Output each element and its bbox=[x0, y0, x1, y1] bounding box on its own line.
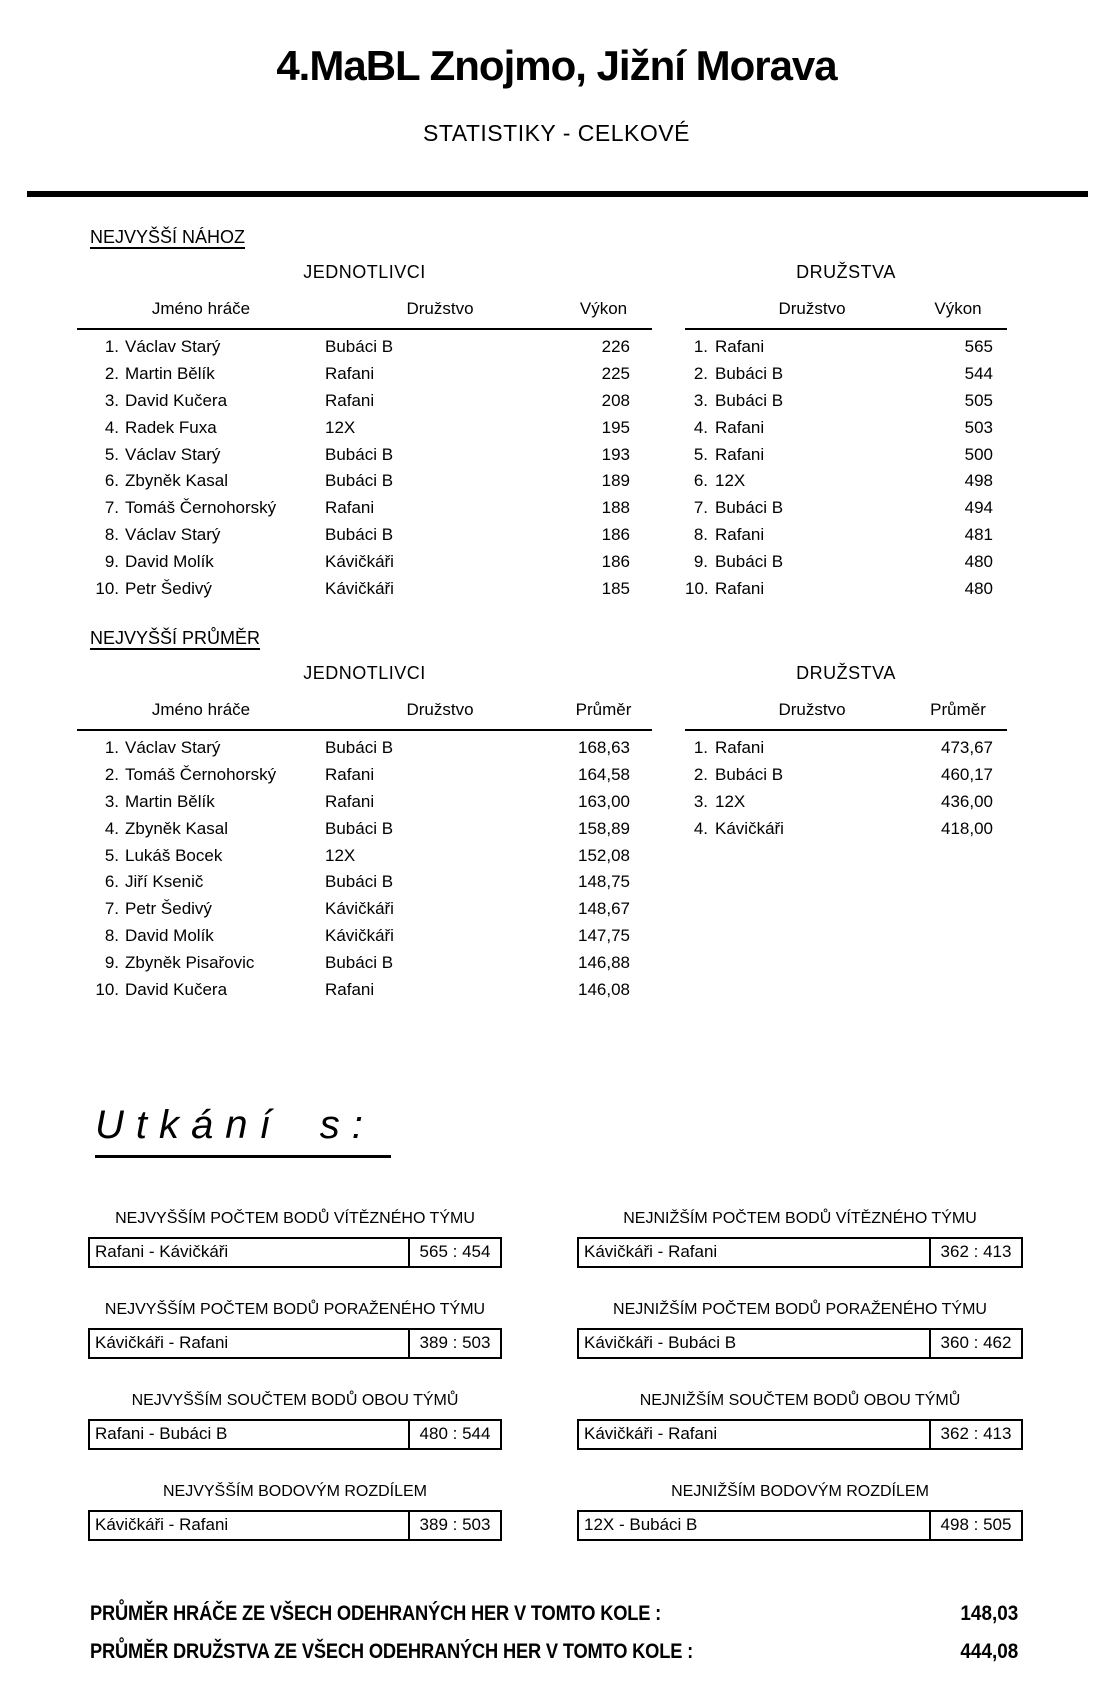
table-row bbox=[77, 789, 652, 816]
table-row bbox=[685, 735, 1007, 762]
table-header bbox=[77, 700, 652, 731]
table-body bbox=[77, 330, 652, 602]
cell-value: 146,88 bbox=[578, 952, 630, 972]
cell-rank: 1. bbox=[693, 738, 708, 758]
match-score: 498 : 505 bbox=[929, 1512, 1021, 1539]
cell-team: Kávičkáři bbox=[325, 899, 394, 919]
cell-value: 460,17 bbox=[941, 765, 993, 785]
teams-table bbox=[685, 663, 1007, 842]
match-teams: Rafani - Kávičkáři bbox=[95, 1242, 229, 1262]
cell-name: Petr Šedivý bbox=[125, 899, 212, 919]
cell-rank: 9. bbox=[104, 551, 119, 571]
cell-name: Václav Starý bbox=[125, 524, 221, 544]
cell-team: Bubáci B bbox=[325, 337, 394, 357]
cell-team: Bubáci B bbox=[325, 872, 394, 892]
cell-team: 12X bbox=[715, 471, 746, 491]
cell-rank: 10. bbox=[95, 578, 119, 598]
cell-team: 12X bbox=[715, 791, 746, 811]
cell-name: Zbyněk Kasal bbox=[125, 818, 228, 838]
cell-value: 503 bbox=[964, 417, 993, 437]
cell-value: 163,00 bbox=[578, 791, 630, 811]
match-stat-block bbox=[88, 1392, 502, 1450]
table-body bbox=[77, 731, 652, 1003]
match-result-box bbox=[88, 1237, 502, 1268]
column-header-name: Jméno hráče bbox=[151, 699, 251, 719]
cell-rank: 7. bbox=[693, 498, 708, 518]
table-row bbox=[77, 414, 652, 441]
table-row bbox=[77, 334, 652, 361]
table-header bbox=[685, 299, 1007, 330]
cell-rank: 2. bbox=[693, 765, 708, 785]
column-header-spacer bbox=[685, 700, 715, 720]
cell-team: Rafani bbox=[325, 765, 375, 785]
table-body bbox=[685, 731, 1007, 842]
table-row bbox=[77, 842, 652, 869]
cell-team: Bubáci B bbox=[325, 471, 394, 491]
individuals-table bbox=[77, 663, 652, 1003]
cell-value: 226 bbox=[601, 337, 630, 357]
cell-rank: 1. bbox=[104, 738, 119, 758]
match-stat-label: NEJNIŽŠÍM SOUČTEM BODŮ OBOU TÝMŮ bbox=[639, 1391, 961, 1409]
cell-team: Bubáci B bbox=[325, 444, 394, 464]
matches-heading: Utkání s: bbox=[95, 1103, 391, 1158]
match-result-box bbox=[577, 1419, 1023, 1450]
cell-team: Rafani bbox=[715, 417, 765, 437]
match-grid bbox=[88, 1210, 1113, 1574]
column-header-name: Jméno hráče bbox=[151, 299, 251, 318]
cell-team: Kávičkáři bbox=[325, 578, 394, 598]
table-row bbox=[77, 923, 652, 950]
table-row bbox=[77, 896, 652, 923]
cell-value: 189 bbox=[601, 471, 630, 491]
cell-name: Petr Šedivý bbox=[125, 578, 212, 598]
match-stat-label: NEJNIŽŠÍM POČTEM BODŮ PORAŽENÉHO TÝMU bbox=[613, 1300, 987, 1318]
page-subtitle: STATISTIKY - CELKOVÉ bbox=[423, 120, 690, 146]
cell-value: 152,08 bbox=[578, 845, 630, 865]
cell-value: 505 bbox=[964, 390, 993, 410]
table-row bbox=[77, 441, 652, 468]
table-row bbox=[77, 735, 652, 762]
cell-value: 186 bbox=[601, 524, 630, 544]
table-row bbox=[685, 548, 1007, 575]
total-row bbox=[90, 1640, 1018, 1678]
table-row bbox=[77, 762, 652, 789]
table-row bbox=[685, 468, 1007, 495]
table-row bbox=[685, 522, 1007, 549]
cell-value: 148,75 bbox=[578, 872, 630, 892]
cell-value: 500 bbox=[964, 444, 993, 464]
match-stat-block bbox=[577, 1392, 1023, 1450]
match-teams: 12X - Bubáci B bbox=[584, 1515, 698, 1535]
cell-rank: 8. bbox=[104, 925, 119, 945]
totals-section bbox=[90, 1602, 1018, 1678]
cell-value: 544 bbox=[964, 364, 993, 384]
match-stat-label: NEJVYŠŠÍM POČTEM BODŮ VÍTĚZNÉHO TÝMU bbox=[115, 1209, 475, 1227]
cell-rank: 1. bbox=[104, 337, 119, 357]
cell-value: 225 bbox=[601, 364, 630, 384]
cell-name: Jiří Ksenič bbox=[125, 872, 204, 892]
match-stat-block bbox=[88, 1301, 502, 1359]
section-heading: NEJVYŠŠÍ NÁHOZ bbox=[90, 227, 246, 247]
cell-rank: 3. bbox=[693, 791, 708, 811]
cell-rank: 5. bbox=[104, 845, 119, 865]
table-row bbox=[77, 522, 652, 549]
cell-name: Václav Starý bbox=[125, 337, 221, 357]
cell-value: 186 bbox=[601, 551, 630, 571]
table-row bbox=[77, 575, 652, 602]
cell-name: Martin Bělík bbox=[125, 364, 215, 384]
column-header-team: Družstvo bbox=[406, 299, 474, 318]
cell-value: 164,58 bbox=[578, 765, 630, 785]
cell-rank: 5. bbox=[693, 444, 708, 464]
total-row bbox=[90, 1602, 1018, 1640]
cell-value: 480 bbox=[964, 551, 993, 571]
cell-value: 147,75 bbox=[578, 925, 630, 945]
cell-team: Rafani bbox=[715, 444, 765, 464]
cell-name: Zbyněk Pisařovic bbox=[125, 952, 255, 972]
table-row bbox=[77, 949, 652, 976]
cell-name: Tomáš Černohorský bbox=[125, 498, 277, 518]
cell-team: Bubáci B bbox=[325, 818, 394, 838]
table-row bbox=[77, 361, 652, 388]
cell-team: Bubáci B bbox=[325, 524, 394, 544]
cell-team: Bubáci B bbox=[325, 952, 394, 972]
cell-name: Václav Starý bbox=[125, 444, 221, 464]
cell-value: 146,08 bbox=[578, 979, 630, 999]
match-score: 362 : 413 bbox=[929, 1421, 1021, 1448]
cell-team: Bubáci B bbox=[715, 390, 784, 410]
cell-value: 418,00 bbox=[941, 818, 993, 838]
table-row bbox=[685, 388, 1007, 415]
cell-value: 473,67 bbox=[941, 738, 993, 758]
cell-team: Kávičkáři bbox=[325, 551, 394, 571]
match-stat-block bbox=[88, 1210, 502, 1268]
match-teams: Kávičkáři - Rafani bbox=[95, 1333, 229, 1353]
table-row bbox=[77, 548, 652, 575]
table-row bbox=[77, 869, 652, 896]
cell-rank: 4. bbox=[693, 818, 708, 838]
cell-rank: 3. bbox=[104, 390, 119, 410]
match-teams: Kávičkáři - Rafani bbox=[95, 1515, 229, 1535]
column-header-value: Průměr bbox=[930, 699, 986, 719]
cell-rank: 9. bbox=[104, 952, 119, 972]
cell-rank: 2. bbox=[104, 364, 119, 384]
match-score: 360 : 462 bbox=[929, 1330, 1021, 1357]
table-title: JEDNOTLIVCI bbox=[303, 262, 426, 282]
match-teams: Rafani - Bubáci B bbox=[95, 1424, 228, 1444]
column-header-value: Výkon bbox=[934, 299, 982, 318]
cell-value: 148,67 bbox=[578, 899, 630, 919]
cell-value: 494 bbox=[964, 498, 993, 518]
match-result-box bbox=[88, 1328, 502, 1359]
table-title: DRUŽSTVA bbox=[796, 662, 896, 683]
table-row bbox=[685, 789, 1007, 816]
section-highest-average bbox=[77, 628, 1113, 1003]
cell-name: David Kučera bbox=[125, 390, 228, 410]
match-score: 389 : 503 bbox=[408, 1512, 500, 1539]
match-stat-label: NEJNIŽŠÍM POČTEM BODŮ VÍTĚZNÉHO TÝMU bbox=[623, 1209, 977, 1227]
match-stat-label: NEJVYŠŠÍM BODOVÝM ROZDÍLEM bbox=[162, 1482, 428, 1500]
cell-team: Rafani bbox=[715, 578, 765, 598]
double-rule-divider bbox=[27, 191, 1088, 197]
table-title: JEDNOTLIVCI bbox=[303, 662, 426, 683]
match-result-box bbox=[88, 1419, 502, 1450]
table-row bbox=[685, 334, 1007, 361]
match-stat-block bbox=[577, 1301, 1023, 1359]
section-heading: NEJVYŠŠÍ PRŮMĚR bbox=[90, 627, 261, 648]
match-stat-label: NEJVYŠŠÍM SOUČTEM BODŮ OBOU TÝMŮ bbox=[131, 1391, 459, 1409]
table-header bbox=[77, 299, 652, 330]
cell-rank: 4. bbox=[104, 417, 119, 437]
table-title: DRUŽSTVA bbox=[796, 262, 896, 282]
cell-name: David Molík bbox=[125, 551, 214, 571]
cell-value: 185 bbox=[601, 578, 630, 598]
cell-rank: 2. bbox=[104, 765, 119, 785]
cell-value: 208 bbox=[601, 390, 630, 410]
cell-name: Zbyněk Kasal bbox=[125, 471, 228, 491]
column-header-team: Družstvo bbox=[778, 299, 846, 318]
cell-team: Rafani bbox=[325, 979, 375, 999]
match-teams: Kávičkáři - Rafani bbox=[584, 1424, 718, 1444]
table-row bbox=[77, 388, 652, 415]
match-result-box bbox=[577, 1510, 1023, 1541]
cell-team: 12X bbox=[325, 417, 356, 437]
cell-team: Bubáci B bbox=[715, 498, 784, 518]
cell-team: Rafani bbox=[715, 337, 765, 357]
cell-value: 436,00 bbox=[941, 791, 993, 811]
cell-team: Bubáci B bbox=[715, 551, 784, 571]
table-row bbox=[685, 441, 1007, 468]
match-stat-block bbox=[577, 1210, 1023, 1268]
cell-team: 12X bbox=[325, 845, 356, 865]
match-teams: Kávičkáři - Rafani bbox=[584, 1242, 718, 1262]
table-row bbox=[685, 575, 1007, 602]
cell-rank: 3. bbox=[693, 390, 708, 410]
table-row bbox=[77, 468, 652, 495]
cell-team: Rafani bbox=[325, 791, 375, 811]
match-score: 565 : 454 bbox=[408, 1239, 500, 1266]
cell-team: Bubáci B bbox=[325, 738, 394, 758]
cell-team: Kávičkáři bbox=[325, 925, 394, 945]
cell-rank: 4. bbox=[693, 417, 708, 437]
total-label: PRŮMĚR DRUŽSTVA ZE VŠECH ODEHRANÝCH HER V TOMTO KOLE : bbox=[90, 1639, 694, 1663]
table-row bbox=[77, 495, 652, 522]
cell-value: 195 bbox=[601, 417, 630, 437]
cell-rank: 5. bbox=[104, 444, 119, 464]
cell-name: Lukáš Bocek bbox=[125, 845, 223, 865]
match-result-box bbox=[88, 1510, 502, 1541]
match-result-box bbox=[577, 1328, 1023, 1359]
column-header-spacer bbox=[685, 299, 715, 319]
cell-rank: 9. bbox=[693, 551, 708, 571]
cell-team: Bubáci B bbox=[715, 364, 784, 384]
match-stat-label: NEJVYŠŠÍM POČTEM BODŮ PORAŽENÉHO TÝMU bbox=[104, 1300, 486, 1318]
match-score: 480 : 544 bbox=[408, 1421, 500, 1448]
teams-table bbox=[685, 262, 1007, 602]
cell-team: Rafani bbox=[715, 738, 765, 758]
table-row bbox=[685, 815, 1007, 842]
cell-rank: 8. bbox=[104, 524, 119, 544]
match-stat-block bbox=[577, 1483, 1023, 1541]
cell-rank: 6. bbox=[693, 471, 708, 491]
cell-team: Rafani bbox=[715, 524, 765, 544]
cell-name: David Molík bbox=[125, 925, 214, 945]
cell-value: 481 bbox=[964, 524, 993, 544]
cell-rank: 7. bbox=[104, 899, 119, 919]
cell-value: 188 bbox=[601, 498, 630, 518]
cell-value: 498 bbox=[964, 471, 993, 491]
cell-rank: 3. bbox=[104, 791, 119, 811]
cell-team: Rafani bbox=[325, 498, 375, 518]
cell-name: Martin Bělík bbox=[125, 791, 215, 811]
cell-team: Kávičkáři bbox=[715, 818, 784, 838]
cell-name: Václav Starý bbox=[125, 738, 221, 758]
cell-rank: 1. bbox=[693, 337, 708, 357]
total-label: PRŮMĚR HRÁČE ZE VŠECH ODEHRANÝCH HER V TOMTO KOLE : bbox=[90, 1601, 662, 1625]
match-teams: Kávičkáři - Bubáci B bbox=[584, 1333, 737, 1353]
cell-rank: 4. bbox=[104, 818, 119, 838]
match-stat-block bbox=[88, 1483, 502, 1541]
column-header-value: Průměr bbox=[575, 699, 632, 719]
table-row bbox=[685, 495, 1007, 522]
cell-rank: 7. bbox=[104, 498, 119, 518]
individuals-table bbox=[77, 262, 652, 602]
cell-team: Rafani bbox=[325, 390, 375, 410]
tables-row bbox=[77, 262, 1113, 602]
column-header-team: Družstvo bbox=[778, 699, 846, 719]
cell-value: 193 bbox=[601, 444, 630, 464]
cell-team: Rafani bbox=[325, 364, 375, 384]
table-header bbox=[685, 700, 1007, 731]
total-value: 148,03 bbox=[960, 1601, 1018, 1625]
cell-name: Radek Fuxa bbox=[125, 417, 217, 437]
match-score: 362 : 413 bbox=[929, 1239, 1021, 1266]
column-header-team: Družstvo bbox=[406, 699, 474, 719]
cell-team: Bubáci B bbox=[715, 765, 784, 785]
cell-value: 158,89 bbox=[578, 818, 630, 838]
match-score: 389 : 503 bbox=[408, 1330, 500, 1357]
table-row bbox=[77, 976, 652, 1003]
table-row bbox=[685, 414, 1007, 441]
cell-name: David Kučera bbox=[125, 979, 228, 999]
total-value: 444,08 bbox=[960, 1639, 1018, 1663]
section-highest-game bbox=[77, 227, 1113, 602]
cell-name: Tomáš Černohorský bbox=[125, 765, 277, 785]
cell-value: 480 bbox=[964, 578, 993, 598]
cell-rank: 10. bbox=[685, 578, 709, 598]
cell-value: 168,63 bbox=[578, 738, 630, 758]
match-stat-label: NEJNIŽŠÍM BODOVÝM ROZDÍLEM bbox=[671, 1482, 929, 1500]
cell-rank: 8. bbox=[693, 524, 708, 544]
table-body bbox=[685, 330, 1007, 602]
table-row bbox=[685, 762, 1007, 789]
match-result-box bbox=[577, 1237, 1023, 1268]
column-header-value: Výkon bbox=[579, 299, 628, 318]
cell-rank: 2. bbox=[693, 364, 708, 384]
page-title: 4.MaBL Znojmo, Jižní Morava bbox=[276, 42, 837, 89]
cell-rank: 10. bbox=[95, 979, 119, 999]
tables-row bbox=[77, 663, 1113, 1003]
cell-rank: 6. bbox=[104, 471, 119, 491]
section-matches bbox=[88, 1103, 1113, 1574]
table-row bbox=[77, 815, 652, 842]
cell-value: 565 bbox=[964, 337, 993, 357]
cell-rank: 6. bbox=[104, 872, 119, 892]
table-row bbox=[685, 361, 1007, 388]
